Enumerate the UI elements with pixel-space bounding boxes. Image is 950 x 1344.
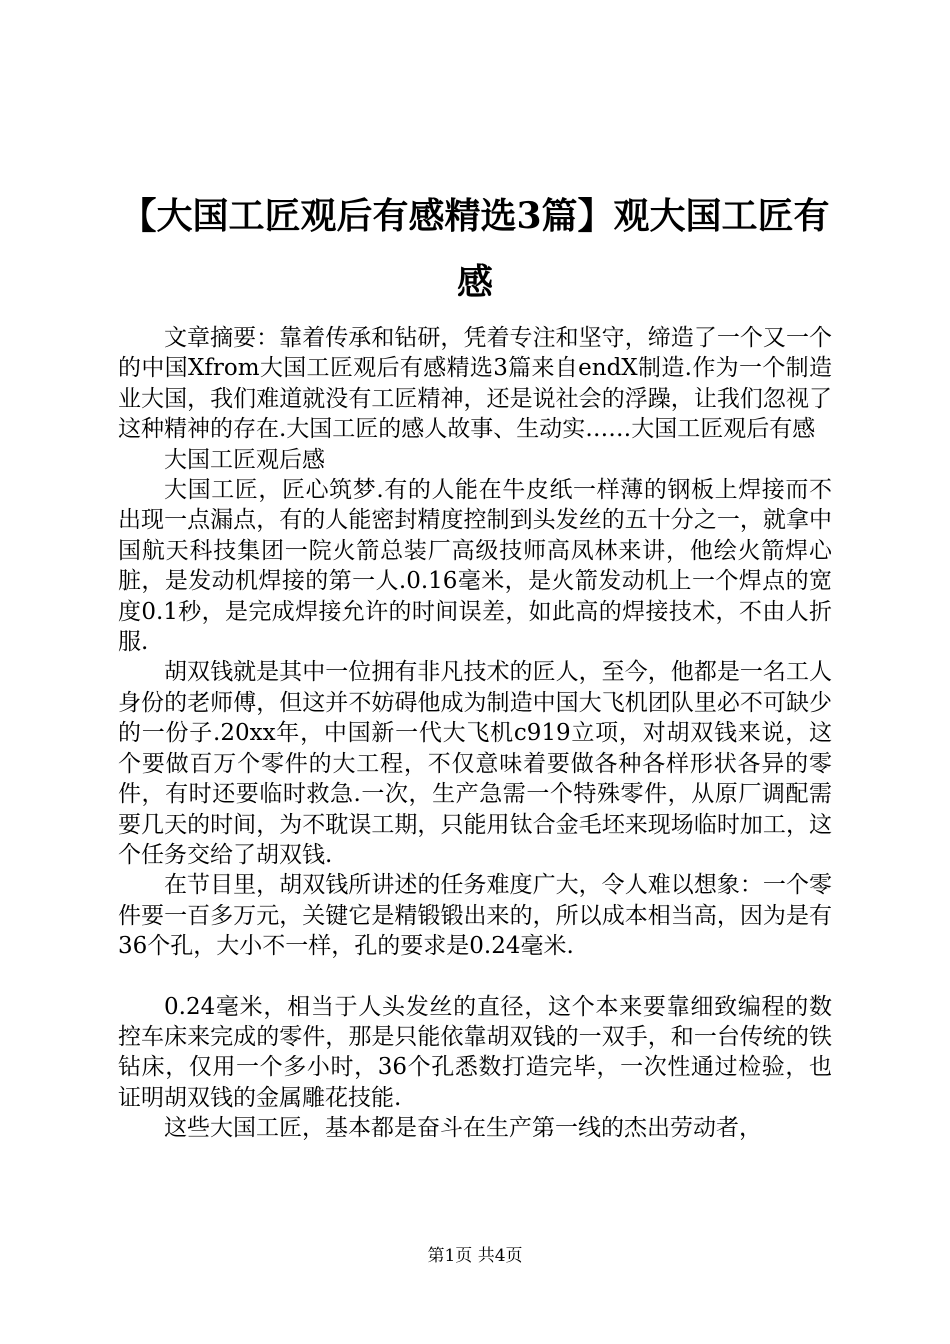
paragraph-abstract: 文章摘要：靠着传承和钻研，凭着专注和坚守，缔造了一个又一个的中国Xfrom大国工匠观后有感精选3篇来自endX制造.作为一个制造业大国，我们难道就没有工匠精神，还是说社会的浮躁，让我们忽视了这种精神的存在.大国工匠的感人故事、生动实……大国工匠观后有感 [118, 325, 832, 443]
paragraph-subheading: 大国工匠观后感 [164, 446, 325, 473]
page-number-footer: 第1页 共4页 [427, 1246, 523, 1266]
document-body [118, 323, 832, 1144]
paragraph-hu-shuangqian: 胡双钱就是其中一位拥有非凡技术的匠人，至今，他都是一名工人身份的老师傅，但这并不妨碍他成为制造中国大飞机团队里必不可缺少的一份子.20xx年，中国新一代大飞机c919立项，对胡双钱来说，这个要做百万个零件的大工程，不仅意味着要做各种各样形状各异的零件，有时还要临时救急.一次，生产急需一个特殊零件，从原厂调配需要几天的时间，为不耽误工期，只能用钛合金毛坯来现场临时加工，这个任务交给了胡双钱. [118, 659, 832, 868]
paragraph-gao-fenglin: 大国工匠，匠心筑梦.有的人能在牛皮纸一样薄的钢板上焊接而不出现一点漏点，有的人能密封精度控制到头发丝的五十分之一，就拿中国航天科技集团一院火箭总装厂高级技师高凤林来讲，他绘火箭焊心脏，是发动机焊接的第一人.0.16毫米，是火箭发动机上一个焊点的宽度0.1秒，是完成焊接允许的时间误差，如此高的焊接技术，不由人折服. [118, 477, 832, 656]
paragraph-precision: 0.24毫米，相当于人头发丝的直径，这个本来要靠细致编程的数控车床来完成的零件，那是只能依靠胡双钱的一双手，和一台传统的铁钻床，仅用一个多小时，36个孔悉数打造完毕，一次性通过检验，也证明胡双钱的金属雕花技能. [118, 993, 832, 1111]
paragraph-conclusion: 这些大国工匠，基本都是奋斗在生产第一线的杰出劳动者， [164, 1115, 762, 1142]
document-title: 【大国工匠观后有感精选3篇】观大国工匠有感 [120, 195, 830, 303]
paragraph-task-difficulty: 在节目里，胡双钱所讲述的任务难度广大，令人难以想象：一个零件要一百多万元，关键它是精锻锻出来的，所以成本相当高，因为是有36个孔，大小不一样，孔的要求是0.24毫米. [118, 872, 832, 960]
